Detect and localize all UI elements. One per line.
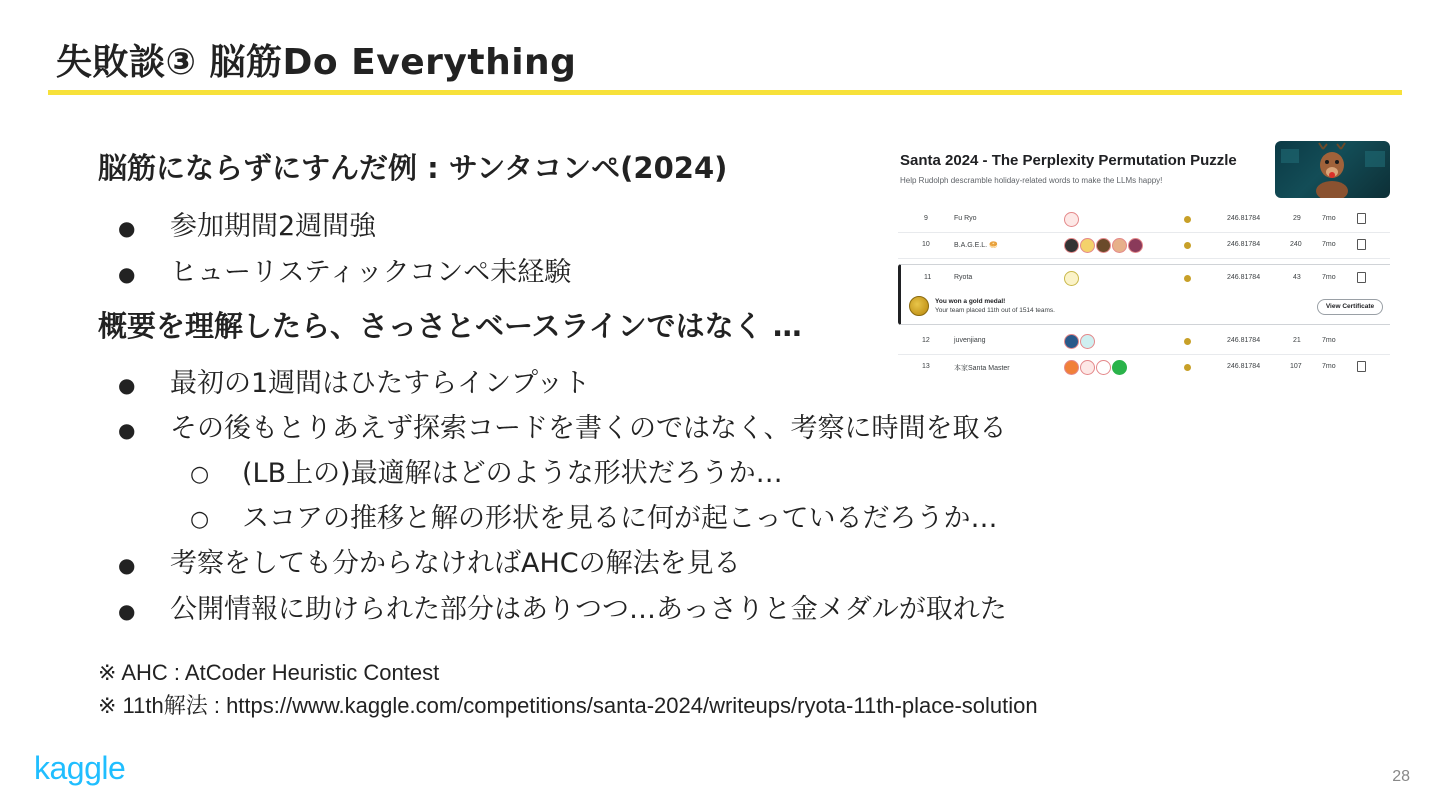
avatar — [1128, 238, 1143, 253]
last-submission: 7mo — [1322, 274, 1336, 281]
gold-medal-icon — [1184, 275, 1191, 282]
sub-list-item-text: (LB上の)最適解はどのような形状だろうか… — [242, 458, 783, 489]
entries: 29 — [1293, 215, 1301, 222]
list-item-text: 考察をしても分からなければAHCの解法を見る — [170, 548, 741, 579]
table-row — [898, 354, 1390, 378]
sub-list-item — [190, 496, 997, 535]
avatar — [1080, 360, 1095, 375]
team-name: Ryota — [954, 274, 973, 281]
kaggle-logo: kaggle — [34, 750, 126, 786]
heading-overview: 概要を理解したら、さっさとベースラインではなく … — [98, 309, 802, 343]
list-item — [118, 406, 1006, 445]
score: 246.81784 — [1227, 215, 1261, 222]
reindeer-illustration — [1275, 141, 1390, 198]
heading-santa-example: 脳筋にならずにすんだ例 : サンタコンペ(2024) — [98, 151, 728, 185]
table-row — [898, 328, 1390, 355]
gold-medal-icon — [1184, 242, 1191, 249]
view-certificate-button[interactable] — [1317, 299, 1383, 315]
list-item-text: 最初の1週間はひたすらインプット — [170, 368, 591, 399]
rank: 11 — [924, 274, 932, 281]
last-submission: 7mo — [1322, 337, 1336, 344]
avatar — [1080, 238, 1095, 253]
last-submission: 7mo — [1322, 241, 1336, 248]
gold-medal-icon — [1184, 364, 1191, 371]
avatar — [1064, 238, 1079, 253]
table-row — [898, 206, 1390, 233]
document-icon[interactable] — [1357, 239, 1366, 250]
sub-bullet-circle: ○ — [190, 462, 210, 487]
gold-medal-badge-icon — [909, 296, 929, 316]
bullet-dot: ● — [118, 261, 136, 286]
medal-title: You won a gold medal! — [935, 298, 1006, 305]
entries: 43 — [1293, 274, 1301, 281]
leaderboard-screenshot — [898, 140, 1390, 378]
table-row — [898, 265, 1390, 291]
view-certificate-label: View Certificate — [1325, 303, 1375, 310]
gold-medal-icon — [1184, 216, 1191, 223]
list-item — [118, 204, 376, 243]
title-underline — [48, 90, 1402, 95]
last-submission: 7mo — [1322, 215, 1336, 222]
entries: 21 — [1293, 337, 1301, 344]
page-number: 28 — [1392, 768, 1410, 785]
reindeer-banner-image — [1275, 141, 1390, 198]
avatar — [1064, 360, 1079, 375]
rank: 13 — [922, 363, 930, 370]
sub-bullet-circle: ○ — [190, 507, 210, 532]
list-item-text: 公開情報に助けられた部分はありつつ…あっさりと金メダルが取れた — [170, 594, 1007, 625]
last-submission: 7mo — [1322, 363, 1336, 370]
team-name: juvenjiang — [954, 337, 986, 344]
score: 246.81784 — [1227, 337, 1261, 344]
table-row — [898, 232, 1390, 259]
bullet-dot: ● — [118, 417, 136, 442]
document-icon[interactable] — [1357, 272, 1366, 283]
score: 246.81784 — [1227, 274, 1261, 281]
team-name: 本家Santa Master — [954, 365, 1010, 372]
avatar — [1080, 334, 1095, 349]
avatar — [1112, 238, 1127, 253]
bullet-dot: ● — [118, 215, 136, 240]
highlighted-team-row — [898, 264, 1390, 325]
competition-subtitle: Help Rudolph descramble holiday-related words to make the LLMs happy! — [900, 176, 1163, 185]
rank: 10 — [922, 241, 930, 248]
avatar — [1064, 212, 1079, 227]
sub-list-item-text: スコアの推移と解の形状を見るに何が起こっているだろうか… — [242, 503, 998, 534]
list-item — [118, 250, 571, 289]
rank: 12 — [922, 337, 930, 344]
avatar — [1064, 271, 1079, 286]
bullet-dot: ● — [118, 372, 136, 397]
sub-list-item — [190, 451, 783, 490]
list-item — [118, 587, 1007, 626]
entries: 240 — [1290, 241, 1302, 248]
avatar — [1096, 238, 1111, 253]
document-icon[interactable] — [1357, 361, 1366, 372]
avatar — [1064, 334, 1079, 349]
document-icon[interactable] — [1357, 213, 1366, 224]
medal-text: Your team placed 11th out of 1514 teams. — [935, 307, 1055, 314]
gold-medal-icon — [1184, 338, 1191, 345]
list-item — [118, 541, 741, 580]
team-name: B.A.G.E.L. 🥯 — [954, 242, 998, 249]
list-item-text: その後もとりあえず探索コードを書くのではなく、考察に時間を取る — [170, 413, 1007, 444]
bullet-dot: ● — [118, 552, 136, 577]
footnote-writeup-link[interactable]: ※ 11th解法 : https://www.kaggle.com/competitions/santa-2024/writeups/ryota-11th-place-solution — [98, 693, 1038, 718]
list-item — [118, 361, 590, 400]
list-item-text: 参加期間2週間強 — [170, 211, 377, 242]
score: 246.81784 — [1227, 241, 1261, 248]
list-item-text: ヒューリスティックコンペ未経験 — [170, 257, 572, 288]
competition-title: Santa 2024 - The Perplexity Permutation Puzzle — [900, 152, 1237, 169]
slide-title: 失敗談③ 脳筋Do Everything — [56, 42, 577, 83]
team-name: Fu Ryo — [954, 215, 977, 222]
bullet-dot: ● — [118, 598, 136, 623]
avatar — [1096, 360, 1111, 375]
footnote-ahc: ※ AHC : AtCoder Heuristic Contest — [98, 660, 440, 685]
entries: 107 — [1290, 363, 1302, 370]
score: 246.81784 — [1227, 363, 1261, 370]
avatar — [1112, 360, 1127, 375]
rank: 9 — [924, 215, 928, 222]
